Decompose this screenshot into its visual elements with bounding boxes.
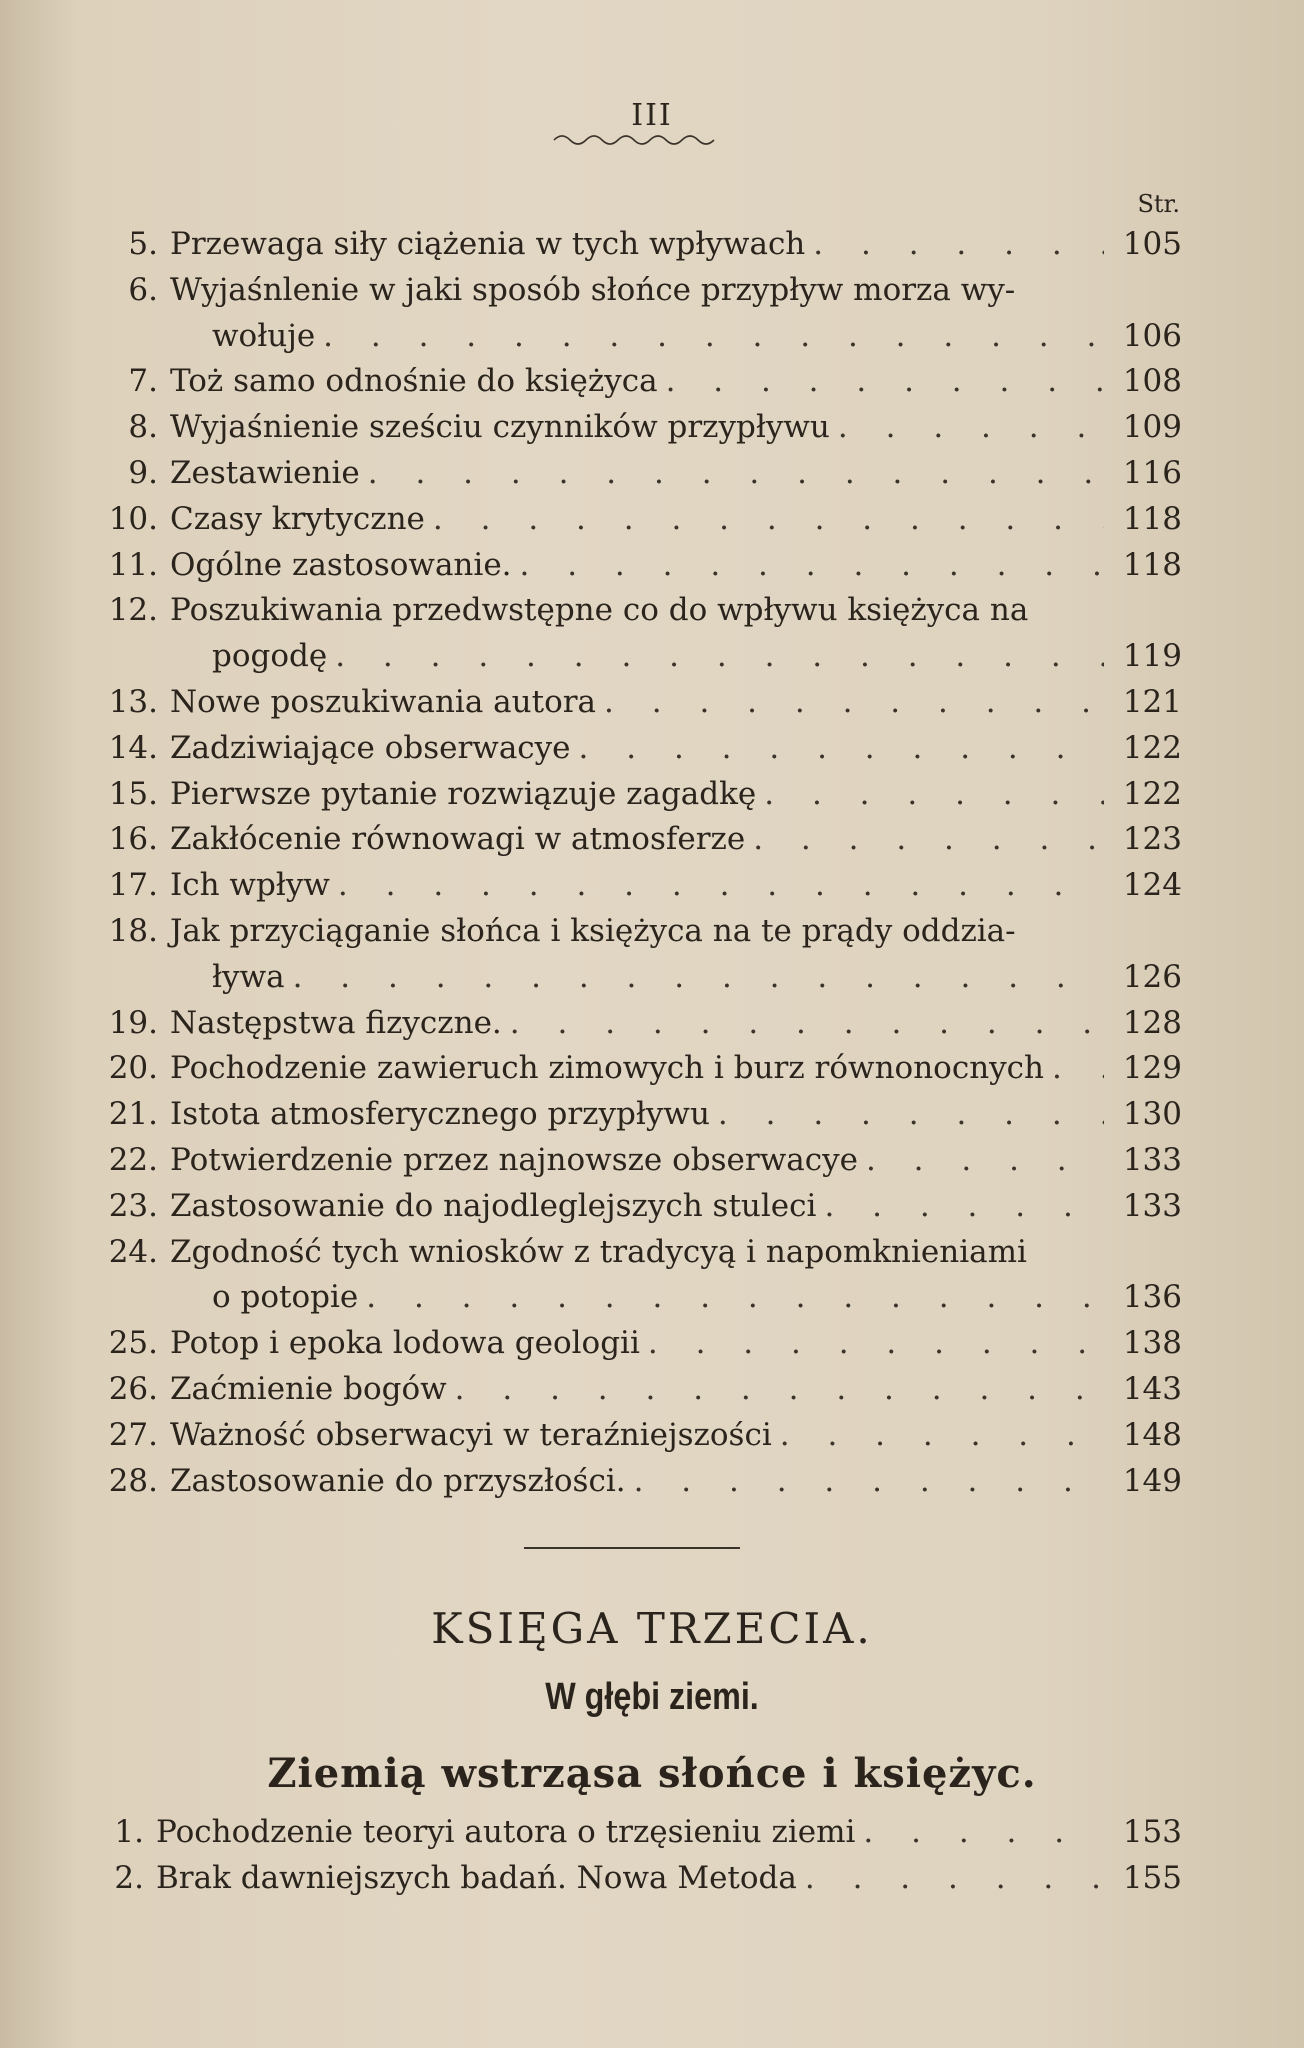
toc-entry-line <box>90 1413 1182 1459</box>
toc-entry-page: 153 <box>1122 1814 1182 1850</box>
toc-entry-line <box>90 726 1182 772</box>
toc-entry-title: Zastosowanie do najodleglejszych stuleci <box>170 1187 817 1224</box>
toc-entry-page: 126 <box>1122 958 1182 995</box>
toc-entry <box>90 268 1182 360</box>
toc-entry-line <box>90 222 1182 268</box>
toc-entry-number: 20. <box>108 1050 158 1087</box>
toc-entry <box>90 1092 1182 1138</box>
toc-entry-title: Potop i epoka lodowa geologii <box>170 1325 640 1362</box>
toc-entry-number: 24. <box>108 1233 158 1270</box>
toc-entry <box>90 909 1182 1001</box>
toc-entry-line <box>90 1459 1182 1505</box>
dot-leader <box>805 1856 1104 1902</box>
dot-leader <box>293 955 1104 1001</box>
toc-entry-line <box>90 1810 1182 1856</box>
toc-entry-number: 22. <box>108 1141 158 1178</box>
toc-entry-number: 21. <box>108 1096 158 1133</box>
toc-entry <box>90 1413 1182 1459</box>
toc-entry-title: Czasy krytyczne <box>170 500 425 537</box>
toc-entry <box>90 1810 1182 1856</box>
toc-entry-page: 148 <box>1122 1416 1182 1453</box>
toc-entry-page: 116 <box>1122 454 1182 491</box>
toc-entry <box>90 1046 1182 1092</box>
dot-leader <box>666 359 1104 405</box>
toc-entry-number: 7. <box>128 363 158 400</box>
toc-entry-title: Nowe poszukiwania autora <box>170 683 597 720</box>
toc-entry <box>90 726 1182 772</box>
dot-leader <box>838 405 1104 451</box>
toc-entry-page: 108 <box>1122 363 1182 400</box>
part-subtitle: Ziemią wstrząsa słońce i księżyc. <box>267 1750 1037 1797</box>
toc-entry-page: 109 <box>1122 409 1182 446</box>
dot-leader <box>604 680 1104 726</box>
toc-entry-number: 12. <box>108 592 158 629</box>
toc-entry-title: Zastosowanie do przyszłości. <box>170 1462 626 1499</box>
toc-entry-line <box>90 497 1182 543</box>
dot-leader <box>753 817 1104 863</box>
toc-entry-page: 121 <box>1122 683 1182 720</box>
toc-entry-title: Zadziwiające obserwacye <box>170 729 571 766</box>
toc-entry <box>90 1459 1182 1505</box>
toc-entry-page: 106 <box>1122 317 1182 354</box>
toc-entry-title: Przewaga siły ciążenia w tych wpływach <box>170 226 806 262</box>
toc-entry <box>90 405 1182 451</box>
toc-entry-number: 28. <box>108 1462 158 1499</box>
toc-entry-page: 136 <box>1122 1279 1182 1316</box>
part-title: W głębi ziemi. <box>545 1676 759 1718</box>
toc-entry-page: 133 <box>1122 1187 1182 1224</box>
toc-entry-page: 130 <box>1122 1096 1182 1133</box>
toc-entry-line <box>90 1046 1182 1092</box>
toc-entry-number: 14. <box>108 729 158 766</box>
toc-entry-line <box>90 1184 1182 1230</box>
toc-entry <box>90 451 1182 497</box>
toc-entry <box>90 497 1182 543</box>
dot-leader <box>1052 1046 1104 1092</box>
dot-leader <box>813 222 1104 268</box>
toc-entry <box>90 1138 1182 1184</box>
toc-entry-line <box>90 405 1182 451</box>
dot-leader <box>764 772 1104 818</box>
dot-leader <box>455 1367 1104 1413</box>
toc-entry <box>90 680 1182 726</box>
dot-leader <box>866 1138 1104 1184</box>
toc-entry <box>90 222 1182 268</box>
toc-entry <box>90 772 1182 818</box>
dot-leader <box>366 1275 1104 1321</box>
toc-entry-page: 105 <box>1122 226 1182 262</box>
dot-leader <box>335 634 1104 680</box>
page-number: III <box>631 98 673 133</box>
dot-leader <box>338 863 1104 909</box>
toc-entry-page: 122 <box>1122 775 1182 812</box>
toc-entry-number: 27. <box>108 1416 158 1453</box>
dot-leader <box>824 1184 1104 1230</box>
toc-entry <box>90 1230 1182 1322</box>
dot-leader <box>510 1001 1104 1047</box>
toc-entry <box>90 1367 1182 1413</box>
toc-entry-title: Pierwsze pytanie rozwiązuje zagadkę <box>170 775 757 812</box>
toc-entry-title: pogodę <box>212 638 328 675</box>
toc-entry-page: 118 <box>1122 500 1182 537</box>
toc-entry-number: 18. <box>108 912 158 949</box>
toc-entry-line <box>90 359 1182 405</box>
toc-entry-page: 123 <box>1122 821 1182 858</box>
dot-leader <box>863 1810 1104 1856</box>
toc-entry-number: 13. <box>108 683 158 720</box>
toc-entry-title: Pochodzenie teoryi autora o trzęsieniu ziemi <box>156 1814 856 1850</box>
toc-entry-number: 11. <box>108 546 158 583</box>
toc-entry-title: Zaćmienie bogów <box>170 1370 447 1407</box>
toc-entry <box>90 543 1182 589</box>
toc-entry-line <box>90 451 1182 497</box>
toc-entry-title: Zakłócenie równowagi w atmosferze <box>170 821 746 858</box>
toc-entry <box>90 817 1182 863</box>
toc-entry-page: 138 <box>1122 1325 1182 1362</box>
toc-entry-line <box>90 588 1182 634</box>
toc-entry-title: Pochodzenie zawieruch zimowych i burz równonocnych <box>170 1050 1044 1087</box>
toc-entry-line <box>90 817 1182 863</box>
toc-entry-number: 10. <box>108 500 158 537</box>
toc-entry-number: 9. <box>128 454 158 491</box>
toc-entry-line <box>90 543 1182 589</box>
toc-entry-page: 124 <box>1122 867 1182 904</box>
toc-entry-page: 133 <box>1122 1141 1182 1178</box>
toc-entry <box>90 1321 1182 1367</box>
dot-leader <box>579 726 1104 772</box>
toc-entry-number: 1. <box>114 1814 144 1850</box>
dot-leader <box>634 1459 1104 1505</box>
toc-entry-number: 2. <box>114 1859 144 1896</box>
dot-leader <box>520 543 1104 589</box>
toc-entry-number: 26. <box>108 1370 158 1407</box>
toc-entry <box>90 1001 1182 1047</box>
toc-entry-page: 143 <box>1122 1370 1182 1407</box>
toc-entry-line <box>90 909 1182 955</box>
toc-entry <box>90 359 1182 405</box>
toc-entry-line <box>90 1321 1182 1367</box>
section-divider <box>524 1547 740 1549</box>
toc-entry-line <box>90 863 1182 909</box>
toc-entry-line <box>90 955 1182 1001</box>
book-title: KSIĘGA TRZECIA. <box>431 1604 873 1653</box>
toc-entry-number: 15. <box>108 775 158 812</box>
toc-entry-title: Jak przyciąganie słońca i księżyca na te prądy oddzia- <box>170 912 1016 949</box>
toc-entry-line <box>90 268 1182 314</box>
toc-entry-title: Potwierdzenie przez najnowsze obserwacye <box>170 1141 858 1178</box>
toc-entry <box>90 863 1182 909</box>
toc-entry-title: Zestawienie <box>170 454 360 491</box>
toc-entry-title: Toż samo odnośnie do księżyca <box>170 363 658 400</box>
toc-entry-number: 8. <box>128 409 158 446</box>
wavy-ornament <box>552 130 722 146</box>
toc-entry-number: 16. <box>108 821 158 858</box>
toc-entry <box>90 588 1182 680</box>
toc-entry-line <box>90 634 1182 680</box>
dot-leader <box>323 314 1104 360</box>
toc-entry-number: 5. <box>128 226 158 262</box>
dot-leader <box>433 497 1104 543</box>
toc-entry-page: 155 <box>1122 1859 1182 1896</box>
toc-entry-title: Brak dawniejszych badań. Nowa Metoda <box>156 1859 797 1896</box>
toc-entry-line <box>90 772 1182 818</box>
table-of-contents <box>90 222 1182 1504</box>
toc-entry-line <box>90 1856 1182 1902</box>
toc-entry-number: 23. <box>108 1187 158 1224</box>
toc-entry-number: 17. <box>108 867 158 904</box>
toc-entry <box>90 1856 1182 1902</box>
dot-leader <box>368 451 1104 497</box>
toc-entry-title: Ogólne zastosowanie. <box>170 546 512 583</box>
toc-entry-number: 6. <box>128 271 158 308</box>
toc-entry-title: Istota atmosferycznego przypływu <box>170 1096 710 1133</box>
page-column-label: Str. <box>1137 190 1180 218</box>
toc-entry-page: 149 <box>1122 1462 1182 1499</box>
toc-entry-title: wołuje <box>212 317 316 354</box>
toc-entry-title: ływa <box>212 958 285 995</box>
dot-leader <box>648 1321 1104 1367</box>
toc-entry-title: o potopie <box>212 1279 359 1316</box>
toc-entry-title: Następstwa fizyczne. <box>170 1004 502 1041</box>
dot-leader <box>780 1413 1104 1459</box>
toc-entry-line <box>90 680 1182 726</box>
toc-entry-page: 122 <box>1122 729 1182 766</box>
toc-entry-line <box>90 1367 1182 1413</box>
dot-leader <box>718 1092 1104 1138</box>
toc-entry-line <box>90 1138 1182 1184</box>
toc-entry-title: Ważność obserwacyi w teraźniejszości <box>170 1416 772 1453</box>
toc-entry-page: 128 <box>1122 1004 1182 1041</box>
toc-entry-line <box>90 1092 1182 1138</box>
toc-entry-number: 25. <box>108 1325 158 1362</box>
toc-entry-title: Zgodność tych wniosków z tradycyą i napomknieniami <box>170 1233 1027 1270</box>
toc-entry-page: 118 <box>1122 546 1182 583</box>
toc-entry-line <box>90 314 1182 360</box>
toc-entry-title: Ich wpływ <box>170 867 330 904</box>
toc-entry-title: Wyjaśnienie sześciu czynników przypływu <box>170 409 830 446</box>
toc-entry-line <box>90 1230 1182 1276</box>
toc-entry-line <box>90 1275 1182 1321</box>
toc-entry-line <box>90 1001 1182 1047</box>
toc-entry-title: Wyjaśnlenie w jaki sposób słońce przypływ morza wy- <box>170 271 1016 308</box>
table-of-contents-book-three <box>90 1810 1182 1902</box>
toc-entry <box>90 1184 1182 1230</box>
toc-entry-number: 19. <box>108 1004 158 1041</box>
toc-entry-title: Poszukiwania przedwstępne co do wpływu księżyca na <box>170 592 1029 629</box>
toc-entry-page: 129 <box>1122 1050 1182 1087</box>
toc-entry-page: 119 <box>1122 638 1182 675</box>
